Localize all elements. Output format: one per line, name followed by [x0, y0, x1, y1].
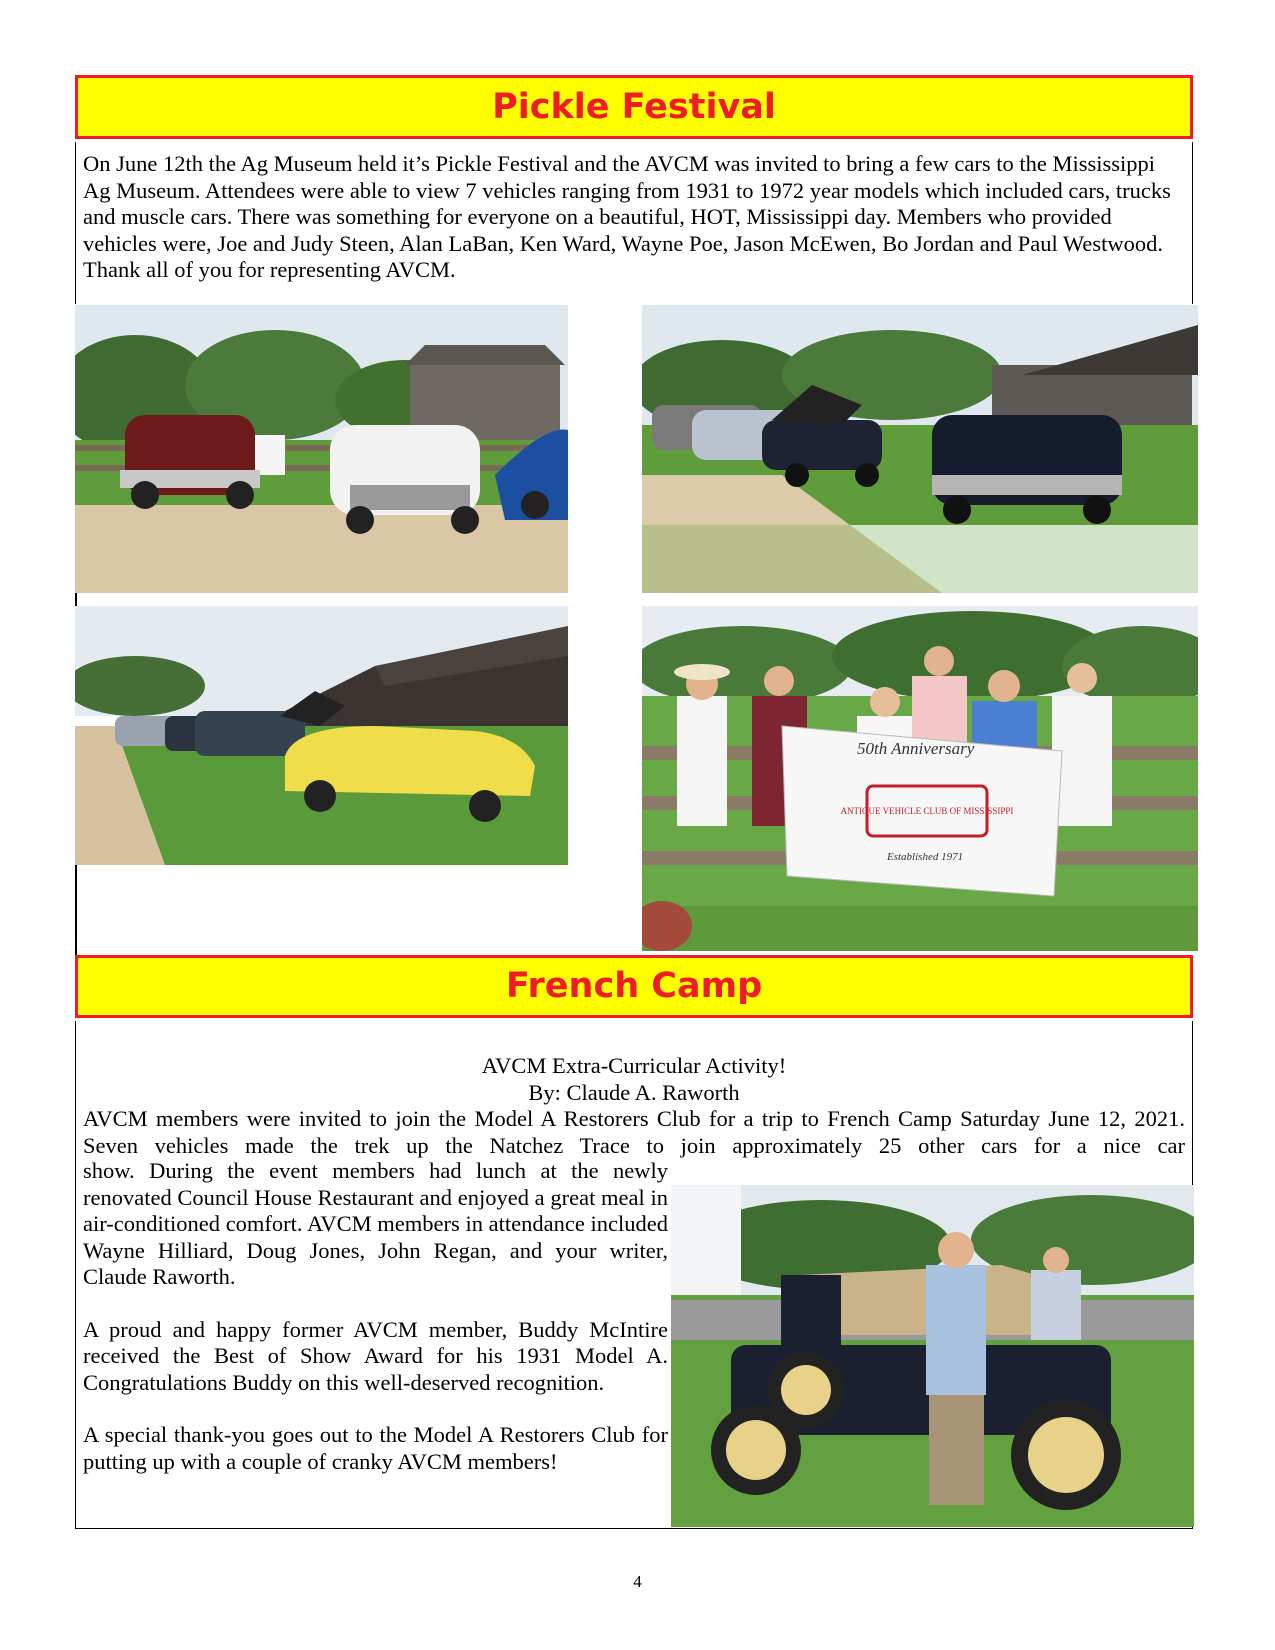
french-camp-byline: By: Claude A. Raworth — [528, 1079, 740, 1105]
french-camp-title: French Camp — [505, 966, 763, 1006]
french-camp-heading: AVCM Extra-Curricular Activity! — [481, 1053, 787, 1078]
french-camp-intro: AVCM members were invited to join the Model A Restorers Club for a trip to French Camp Saturday June 12, 2021. Seven vehicles made the trek up the Natchez Trace to join approximately 25 other cars for a nice car — [83, 1106, 1185, 1158]
pickle-festival-body: On June 12th the Ag Museum held it’s Pickle Festival and the AVCM was invited to bring a few cars to the Mississippi Ag Museum. Attendees were able to view 7 vehicles ranging from 1931 to 1972 year models which included cars, trucks and muscle cars. There was something for everyone on a beautiful, HOT, Mississippi day. Members who provided vehicles were, Joe and Judy Steen, Alan LaBan, Ken Ward, Wayne Poe, Jason McEwen, Bo Jordan and Paul Westwood. Thank all of you for representing AVCM. — [83, 151, 1171, 282]
pickle-festival-banner — [75, 75, 1193, 139]
french-camp-paragraph-2: A proud and happy former AVCM member, Buddy McIntire received the Best of Show Award for his 1931 Model A. Congratulations Buddy on this well-deserved recognition. — [83, 1316, 668, 1395]
french-camp-banner — [75, 955, 1193, 1018]
photo-group-anniversary-banner — [642, 606, 1198, 951]
anniversary-banner-line3: Established 1971 — [887, 851, 964, 863]
french-camp-paragraph-1: show. During the event members had lunch at the newly renovated Council House Restaurant and enjoyed a great meal in air-conditioned comfort. AVCM members in attendance included Wayne Hilliard, Doug Jones, John Regan, and your writer, Claude Raworth. — [83, 1158, 668, 1289]
photo-classic-cars-fence — [75, 305, 568, 593]
page-number: 4 — [633, 1572, 642, 1591]
french-camp-paragraph-3: A special thank-you goes out to the Model A Restorers Club for putting up with a couple of cranky AVCM members! — [83, 1422, 668, 1474]
anniversary-banner-line1: 50th Anniversary — [857, 739, 975, 758]
pickle-festival-title: Pickle Festival — [492, 86, 776, 127]
anniversary-banner-line2: ANTIQUE VEHICLE CLUB OF MISSISSIPPI — [840, 806, 1014, 816]
photo-cars-hood-open — [642, 305, 1198, 593]
photo-yellow-muscle-car — [75, 606, 568, 865]
pickle-festival-text-box — [75, 142, 1193, 304]
photo-model-a-best-of-show — [671, 1185, 1194, 1527]
left-border-fragment — [75, 865, 77, 955]
